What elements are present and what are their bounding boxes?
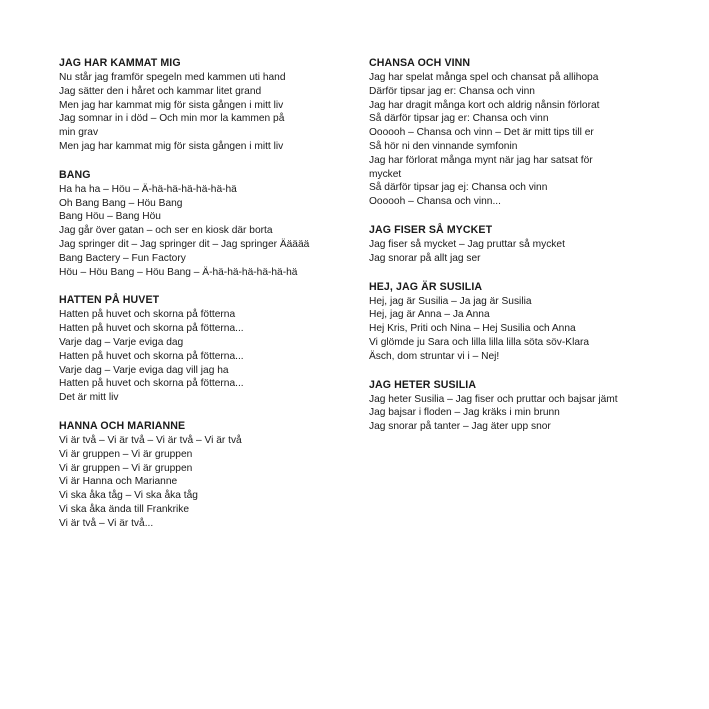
lyric-line: Jag somnar in i död – Och min mor la kammen på — [59, 113, 285, 125]
lyric-line: Så därför tipsar jag er: Chansa och vinn — [369, 113, 549, 125]
lyric-line: Varje dag – Varje eviga dag vill jag ha — [59, 364, 229, 376]
lyric-line: Vi är Hanna och Marianne — [59, 476, 178, 488]
lyric-line: Vi glömde ju Sara och lilla lilla lilla söta söv-Klara — [369, 336, 590, 348]
lyric-line: Jag snorar på tanter – Jag äter upp snor — [369, 421, 551, 433]
lyric-line: Bang Höu – Bang Höu — [59, 211, 161, 223]
song-title: BANG — [59, 168, 91, 181]
song-title: JAG FISER SÅ MYCKET — [369, 223, 493, 236]
lyric-line: Men jag har kammat mig för sista gången i mitt liv — [59, 140, 284, 152]
song-block — [59, 56, 349, 154]
lyric-line: Jag springer dit – Jag springer dit – Jag springer Äääää — [59, 238, 310, 250]
lyric-line: Jag snorar på allt jag ser — [369, 252, 481, 264]
lyric-line: min grav — [59, 127, 99, 139]
lyric-line: Äsch, dom struntar vi i – Nej! — [369, 350, 500, 362]
lyric-line: Jag har förlorat många mynt när jag har satsat för — [369, 154, 593, 166]
lyric-line: Ha ha ha – Höu – Ä-hä-hä-hä-hä-hä-hä — [59, 183, 237, 195]
lyric-line: Vi är två – Vi är två... — [59, 517, 154, 529]
lyric-line: Jag bajsar i floden – Jag kräks i min brunn — [369, 407, 560, 419]
lyric-line: Vi ska åka tåg – Vi ska åka tåg — [59, 490, 198, 502]
lyric-line: Därför tipsar jag er: Chansa och vinn — [369, 85, 535, 97]
song-title: JAG HETER SUSILIA — [369, 378, 477, 391]
song-block — [369, 56, 659, 209]
lyric-line: Hatten på huvet och skorna på fötterna... — [59, 350, 244, 362]
lyric-line: Så hör ni den vinnande symfonin — [369, 140, 518, 152]
song-block — [369, 223, 659, 266]
left-lyrics-column — [59, 56, 349, 545]
lyric-line: Varje dag – Varje eviga dag — [59, 336, 184, 348]
lyric-line: Jag har spelat många spel och chansat på allihopa — [369, 72, 599, 83]
lyric-line: Det är mitt liv — [59, 392, 119, 404]
song-block — [369, 378, 659, 434]
lyric-line: Så därför tipsar jag ej: Chansa och vinn — [369, 182, 548, 194]
lyric-line: Jag har dragit många kort och aldrig nånsin förlorat — [369, 99, 600, 111]
lyric-line: Hej, jag är Anna – Ja Anna — [369, 309, 490, 321]
lyric-line: Hatten på huvet och skorna på fötterna... — [59, 378, 244, 390]
lyric-line: Jag heter Susilia – Jag fiser och pruttar och bajsar jämt — [369, 393, 618, 405]
lyric-line: Jag sätter den i håret och kammar litet grand — [59, 85, 262, 97]
lyric-line: Höu – Höu Bang – Höu Bang – Ä-hä-hä-hä-hä-hä-hä — [59, 266, 298, 278]
song-title: HATTEN PÅ HUVET — [59, 294, 160, 307]
song-title: JAG HAR KAMMAT MIG — [59, 57, 181, 69]
song-block — [59, 168, 349, 280]
song-block — [59, 419, 349, 531]
lyric-line: Men jag har kammat mig för sista gången i mitt liv — [59, 99, 284, 111]
lyric-line: Jag går över gatan – och ser en kiosk där borta — [59, 225, 273, 237]
lyric-line: Vi är gruppen – Vi är gruppen — [59, 448, 193, 460]
lyric-line: Vi är två – Vi är två – Vi är två – Vi är två — [59, 434, 242, 446]
right-lyrics-column — [369, 56, 659, 448]
lyric-line: Oooooh – Chansa och vinn – Det är mitt tips till er — [369, 127, 594, 139]
lyric-line: Oooooh – Chansa och vinn... — [369, 196, 501, 208]
lyric-line: Vi är gruppen – Vi är gruppen — [59, 462, 193, 474]
song-title: HEJ, JAG ÄR SUSILIA — [369, 280, 483, 293]
lyric-line: Hej, jag är Susilia – Ja jag är Susilia — [369, 295, 532, 307]
song-block — [369, 280, 659, 364]
lyric-line: Hatten på huvet och skorna på fötterna — [59, 309, 236, 321]
song-title: CHANSA OCH VINN — [369, 57, 471, 69]
lyric-line: Nu står jag framför spegeln med kammen uti hand — [59, 72, 286, 83]
lyric-line: Jag fiser så mycket – Jag pruttar så mycket — [369, 238, 565, 250]
song-title: HANNA OCH MARIANNE — [59, 419, 186, 432]
lyric-line: Bang Bactery – Fun Factory — [59, 252, 186, 264]
lyric-line: Hej Kris, Priti och Nina – Hej Susilia och Anna — [369, 323, 576, 335]
lyric-line: mycket — [369, 168, 402, 180]
lyric-line: Oh Bang Bang – Höu Bang — [59, 197, 183, 209]
lyric-line: Vi ska åka ända till Frankrike — [59, 503, 190, 515]
song-block — [59, 293, 349, 405]
lyric-line: Hatten på huvet och skorna på fötterna... — [59, 323, 244, 335]
